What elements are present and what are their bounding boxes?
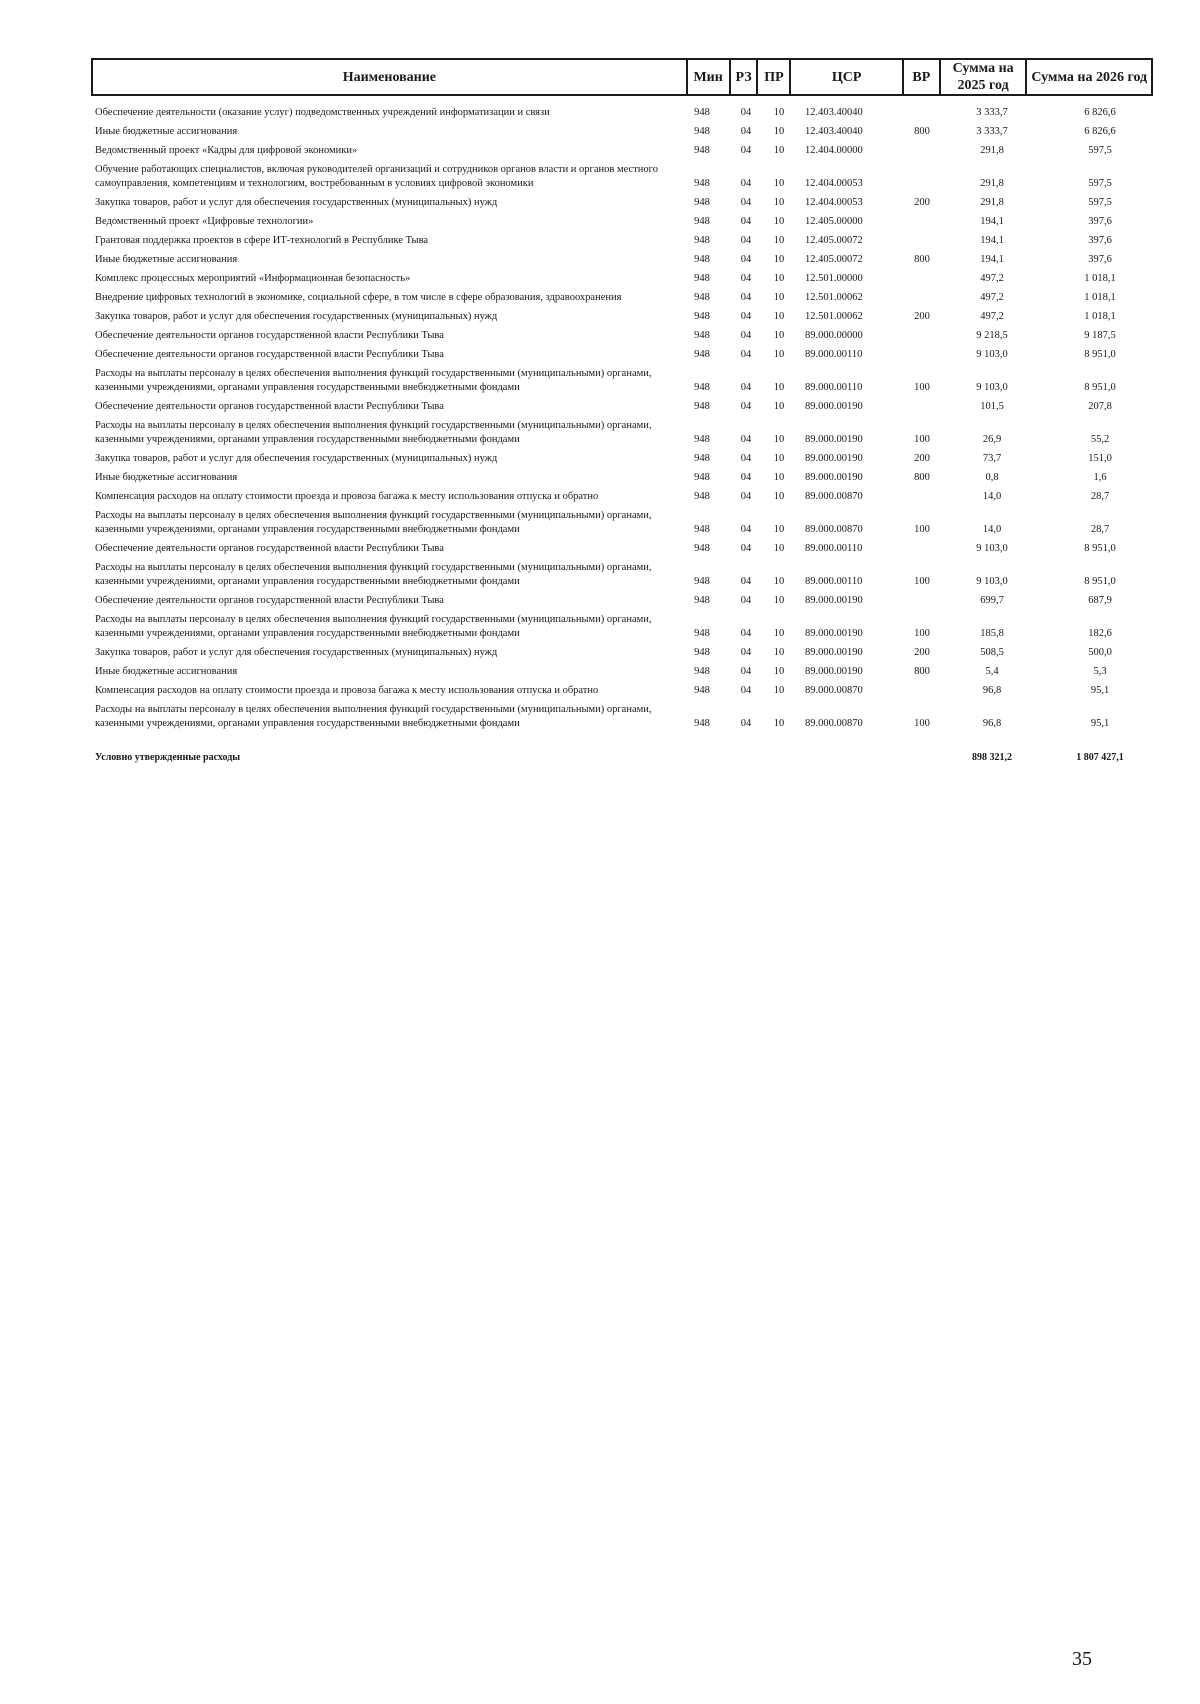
row-csr: 12.404.00053: [805, 197, 863, 208]
row-csr: 89.000.00190: [805, 434, 863, 445]
row-rz: 04: [740, 595, 752, 606]
row-pr: 10: [773, 576, 785, 587]
row-sum-2026: 397,6: [1088, 235, 1112, 246]
row-csr: 89.000.00870: [805, 685, 863, 696]
row-name: Обеспечение деятельности органов государственной власти Республики Тыва: [95, 543, 444, 554]
row-min: 948: [694, 107, 710, 118]
row-sum-2025: 194,1: [980, 254, 1004, 265]
row-min: 948: [694, 145, 710, 156]
row-sum-2025: 194,1: [980, 235, 1004, 246]
row-name: Ведомственный проект «Кадры для цифровой экономики»: [95, 145, 358, 156]
header-name: Наименование: [93, 60, 688, 94]
row-sum-2025: 14,0: [982, 491, 1002, 502]
row-pr: 10: [773, 647, 785, 658]
table-row: [95, 452, 1153, 466]
row-csr: 12.501.00062: [805, 311, 863, 322]
row-vr: 800: [914, 666, 930, 677]
row-csr: 12.405.00072: [805, 235, 863, 246]
row-vr: 100: [914, 576, 930, 587]
row-min: 948: [694, 647, 710, 658]
row-vr: 100: [914, 628, 930, 639]
row-csr: 89.000.00190: [805, 666, 863, 677]
table-row: [95, 106, 1153, 120]
row-min: 948: [694, 453, 710, 464]
total-sum-2026: 1 807 427,1: [1076, 752, 1124, 763]
row-rz: 04: [740, 647, 752, 658]
row-min: 948: [694, 401, 710, 412]
row-csr: 89.000.00110: [805, 543, 863, 554]
row-min: 948: [694, 216, 710, 227]
row-rz: 04: [740, 292, 752, 303]
row-sum-2026: 28,7: [1090, 491, 1110, 502]
table-row: [95, 253, 1153, 267]
row-rz: 04: [740, 254, 752, 265]
row-rz: 04: [740, 524, 752, 535]
row-rz: 04: [740, 685, 752, 696]
row-vr: 100: [914, 718, 930, 729]
table-row: [95, 196, 1153, 210]
row-pr: 10: [773, 434, 785, 445]
row-vr: 100: [914, 382, 930, 393]
row-name: Обеспечение деятельности органов государственной власти Республики Тыва: [95, 595, 444, 606]
table-row: [95, 419, 1153, 447]
row-sum-2025: 291,8: [980, 178, 1004, 189]
row-sum-2025: 194,1: [980, 216, 1004, 227]
row-min: 948: [694, 235, 710, 246]
row-min: 948: [694, 126, 710, 137]
row-rz: 04: [740, 491, 752, 502]
row-name: Иные бюджетные ассигнования: [95, 666, 238, 677]
total-row: [95, 751, 1153, 765]
row-vr: 800: [914, 472, 930, 483]
table-row: [95, 561, 1153, 589]
row-sum-2025: 101,5: [980, 401, 1004, 412]
row-pr: 10: [773, 718, 785, 729]
row-rz: 04: [740, 235, 752, 246]
table-row: [95, 234, 1153, 248]
row-rz: 04: [740, 543, 752, 554]
row-sum-2025: 3 333,7: [976, 126, 1008, 137]
row-min: 948: [694, 382, 710, 393]
row-csr: 89.000.00110: [805, 349, 863, 360]
table-row: [95, 613, 1153, 641]
table-row: [95, 542, 1153, 556]
row-vr: 200: [914, 197, 930, 208]
row-csr: 89.000.00870: [805, 491, 863, 502]
row-sum-2025: 5,4: [985, 666, 999, 677]
row-name: Обеспечение деятельности органов государственной власти Республики Тыва: [95, 330, 444, 341]
header-sum-2025: Сумма на 2025 год: [941, 60, 1028, 94]
page-number: 35: [1072, 1648, 1092, 1670]
row-sum-2026: 1,6: [1093, 472, 1107, 483]
row-min: 948: [694, 434, 710, 445]
row-csr: 12.405.00072: [805, 254, 863, 265]
row-rz: 04: [740, 311, 752, 322]
row-pr: 10: [773, 178, 785, 189]
row-rz: 04: [740, 197, 752, 208]
row-vr: 100: [914, 434, 930, 445]
row-min: 948: [694, 178, 710, 189]
row-pr: 10: [773, 330, 785, 341]
row-rz: 04: [740, 178, 752, 189]
row-csr: 12.405.00000: [805, 216, 863, 227]
row-rz: 04: [740, 126, 752, 137]
row-csr: 89.000.00190: [805, 472, 863, 483]
row-pr: 10: [773, 382, 785, 393]
row-pr: 10: [773, 543, 785, 554]
row-rz: 04: [740, 628, 752, 639]
row-pr: 10: [773, 685, 785, 696]
row-name: Расходы на выплаты персоналу в целях обеспечения выполнения функций государственными (муниципальными) органами, казенными учреждениями, органами управления государственными внебюджетными фондами: [95, 368, 652, 393]
row-sum-2026: 151,0: [1088, 453, 1112, 464]
row-pr: 10: [773, 197, 785, 208]
row-sum-2025: 96,8: [982, 685, 1002, 696]
row-sum-2025: 9 103,0: [976, 382, 1008, 393]
row-pr: 10: [773, 126, 785, 137]
row-name: Расходы на выплаты персоналу в целях обеспечения выполнения функций государственными (муниципальными) органами, казенными учреждениями, органами управления государственными внебюджетными фондами: [95, 510, 652, 535]
row-pr: 10: [773, 453, 785, 464]
row-sum-2025: 9 103,0: [976, 576, 1008, 587]
row-pr: 10: [773, 311, 785, 322]
row-pr: 10: [773, 107, 785, 118]
table-row: [95, 215, 1153, 229]
row-csr: 89.000.00870: [805, 524, 863, 535]
row-pr: 10: [773, 254, 785, 265]
row-csr: 12.403.40040: [805, 126, 863, 137]
row-csr: 89.000.00110: [805, 382, 863, 393]
row-sum-2025: 14,0: [982, 524, 1002, 535]
row-name: Закупка товаров, работ и услуг для обеспечения государственных (муниципальных) нужд: [95, 197, 498, 208]
row-csr: 12.404.00000: [805, 145, 863, 156]
row-csr: 89.000.00190: [805, 595, 863, 606]
row-name: Расходы на выплаты персоналу в целях обеспечения выполнения функций государственными (муниципальными) органами, казенными учреждениями, органами управления государственными внебюджетными фондами: [95, 562, 652, 587]
row-csr: 89.000.00870: [805, 718, 863, 729]
row-sum-2026: 6 826,6: [1084, 126, 1116, 137]
row-sum-2025: 291,8: [980, 145, 1004, 156]
row-sum-2026: 500,0: [1088, 647, 1112, 658]
header-csr: ЦСР: [791, 60, 904, 94]
table-row: [95, 490, 1153, 504]
row-name: Обеспечение деятельности органов государственной власти Республики Тыва: [95, 401, 444, 412]
row-pr: 10: [773, 491, 785, 502]
row-name: Закупка товаров, работ и услуг для обеспечения государственных (муниципальных) нужд: [95, 453, 498, 464]
row-csr: 12.404.00053: [805, 178, 863, 189]
row-csr: 89.000.00190: [805, 628, 863, 639]
row-sum-2025: 291,8: [980, 197, 1004, 208]
row-sum-2026: 687,9: [1088, 595, 1112, 606]
header-min: Мин: [688, 60, 731, 94]
row-name: Закупка товаров, работ и услуг для обеспечения государственных (муниципальных) нужд: [95, 647, 498, 658]
table-row: [95, 163, 1153, 191]
row-sum-2026: 9 187,5: [1084, 330, 1116, 341]
row-sum-2026: 55,2: [1090, 434, 1110, 445]
row-csr: 89.000.00000: [805, 330, 863, 341]
row-rz: 04: [740, 330, 752, 341]
row-min: 948: [694, 576, 710, 587]
row-sum-2026: 597,5: [1088, 145, 1112, 156]
row-name: Обеспечение деятельности органов государственной власти Республики Тыва: [95, 349, 444, 360]
table-row: [95, 684, 1153, 698]
row-min: 948: [694, 524, 710, 535]
row-rz: 04: [740, 472, 752, 483]
row-rz: 04: [740, 401, 752, 412]
row-sum-2025: 185,8: [980, 628, 1004, 639]
row-min: 948: [694, 330, 710, 341]
row-sum-2025: 497,2: [980, 273, 1004, 284]
row-name: Комплекс процессных мероприятий «Информационная безопасность»: [95, 273, 411, 284]
row-sum-2026: 1 018,1: [1084, 311, 1116, 322]
row-csr: 89.000.00190: [805, 401, 863, 412]
row-name: Ведомственный проект «Цифровые технологии»: [95, 216, 314, 227]
row-pr: 10: [773, 235, 785, 246]
row-min: 948: [694, 595, 710, 606]
row-rz: 04: [740, 382, 752, 393]
row-min: 948: [694, 349, 710, 360]
total-sum-2025: 898 321,2: [972, 752, 1012, 763]
row-pr: 10: [773, 145, 785, 156]
row-sum-2025: 73,7: [982, 453, 1002, 464]
row-sum-2025: 96,8: [982, 718, 1002, 729]
table-row: [95, 329, 1153, 343]
table-row: [95, 509, 1153, 537]
row-rz: 04: [740, 216, 752, 227]
row-name: Расходы на выплаты персоналу в целях обеспечения выполнения функций государственными (муниципальными) органами, казенными учреждениями, органами управления государственными внебюджетными фондами: [95, 704, 652, 729]
row-vr: 200: [914, 453, 930, 464]
row-rz: 04: [740, 145, 752, 156]
header-sum-2026: Сумма на 2026 год: [1031, 69, 1148, 85]
row-min: 948: [694, 685, 710, 696]
row-name: Расходы на выплаты персоналу в целях обеспечения выполнения функций государственными (муниципальными) органами, казенными учреждениями, органами управления государственными внебюджетными фондами: [95, 420, 652, 445]
row-rz: 04: [740, 434, 752, 445]
row-pr: 10: [773, 595, 785, 606]
row-pr: 10: [773, 628, 785, 639]
table-row: [95, 272, 1153, 286]
row-sum-2026: 28,7: [1090, 524, 1110, 535]
row-sum-2025: 699,7: [980, 595, 1004, 606]
row-sum-2026: 95,1: [1090, 685, 1110, 696]
row-pr: 10: [773, 401, 785, 412]
row-sum-2026: 6 826,6: [1084, 107, 1116, 118]
row-sum-2025: 497,2: [980, 311, 1004, 322]
table-row: [95, 125, 1153, 139]
row-name: Грантовая поддержка проектов в сфере ИТ-технологий в Республике Тыва: [95, 235, 429, 246]
row-sum-2025: 0,8: [985, 472, 999, 483]
table-row: [95, 594, 1153, 608]
row-sum-2026: 597,5: [1088, 178, 1112, 189]
table-row: [95, 703, 1153, 731]
row-name: Иные бюджетные ассигнования: [95, 126, 238, 137]
row-sum-2026: 397,6: [1088, 254, 1112, 265]
row-sum-2025: 3 333,7: [976, 107, 1008, 118]
row-min: 948: [694, 543, 710, 554]
row-sum-2026: 397,6: [1088, 216, 1112, 227]
row-sum-2026: 95,1: [1090, 718, 1110, 729]
row-sum-2026: 8 951,0: [1084, 382, 1116, 393]
row-name: Закупка товаров, работ и услуг для обеспечения государственных (муниципальных) нужд: [95, 311, 498, 322]
header-rz: РЗ: [731, 60, 759, 94]
row-pr: 10: [773, 524, 785, 535]
row-sum-2025: 497,2: [980, 292, 1004, 303]
row-csr: 89.000.00110: [805, 576, 863, 587]
row-min: 948: [694, 292, 710, 303]
row-name: Внедрение цифровых технологий в экономике, социальной сфере, в том числе в сфере образования, здравоохранения: [95, 292, 622, 303]
row-sum-2026: 8 951,0: [1084, 349, 1116, 360]
row-name: Обеспечение деятельности (оказание услуг) подведомственных учреждений информатизации и связи: [95, 107, 550, 118]
row-pr: 10: [773, 472, 785, 483]
row-sum-2025: 508,5: [980, 647, 1004, 658]
row-sum-2026: 182,6: [1088, 628, 1112, 639]
row-sum-2026: 1 018,1: [1084, 292, 1116, 303]
row-rz: 04: [740, 107, 752, 118]
row-min: 948: [694, 718, 710, 729]
table-row: [95, 310, 1153, 324]
row-name: Компенсация расходов на оплату стоимости проезда и провоза багажа к месту использования отпуска и обратно: [95, 491, 599, 502]
row-rz: 04: [740, 666, 752, 677]
row-name: Иные бюджетные ассигнования: [95, 254, 238, 265]
row-min: 948: [694, 472, 710, 483]
row-min: 948: [694, 491, 710, 502]
row-pr: 10: [773, 292, 785, 303]
header-vr: ВР: [904, 60, 941, 94]
table-row: [95, 291, 1153, 305]
row-min: 948: [694, 273, 710, 284]
row-sum-2026: 8 951,0: [1084, 543, 1116, 554]
row-csr: 89.000.00190: [805, 453, 863, 464]
row-csr: 12.403.40040: [805, 107, 863, 118]
table-row: [95, 348, 1153, 362]
row-csr: 12.501.00000: [805, 273, 863, 284]
row-name: Иные бюджетные ассигнования: [95, 472, 238, 483]
row-rz: 04: [740, 349, 752, 360]
table-row: [95, 400, 1153, 414]
row-sum-2026: 597,5: [1088, 197, 1112, 208]
row-name: Компенсация расходов на оплату стоимости проезда и провоза багажа к месту использования отпуска и обратно: [95, 685, 599, 696]
total-label: Условно утвержденные расходы: [95, 752, 241, 763]
table-row: [95, 471, 1153, 485]
row-min: 948: [694, 666, 710, 677]
row-min: 948: [694, 628, 710, 639]
row-pr: 10: [773, 666, 785, 677]
row-vr: 100: [914, 524, 930, 535]
row-name: Обучение работающих специалистов, включая руководителей организаций и сотрудников органов власти и органов местного самоуправления, компетенциям и технологиям, востребованным в условиях цифровой экономики: [95, 164, 658, 189]
table-header: [91, 58, 1153, 96]
row-name: Расходы на выплаты персоналу в целях обеспечения выполнения функций государственными (муниципальными) органами, казенными учреждениями, органами управления государственными внебюджетными фондами: [95, 614, 652, 639]
row-sum-2025: 9 103,0: [976, 349, 1008, 360]
row-pr: 10: [773, 349, 785, 360]
row-sum-2026: 5,3: [1093, 666, 1107, 677]
row-sum-2025: 9 103,0: [976, 543, 1008, 554]
row-vr: 800: [914, 254, 930, 265]
budget-table-body: [95, 106, 1153, 770]
row-min: 948: [694, 197, 710, 208]
table-row: [95, 646, 1153, 660]
table-row: [95, 144, 1153, 158]
row-csr: 89.000.00190: [805, 647, 863, 658]
row-vr: 800: [914, 126, 930, 137]
row-sum-2025: 26,9: [982, 434, 1002, 445]
row-rz: 04: [740, 576, 752, 587]
row-pr: 10: [773, 216, 785, 227]
table-row: [95, 367, 1153, 395]
row-rz: 04: [740, 273, 752, 284]
row-sum-2026: 207,8: [1088, 401, 1112, 412]
row-rz: 04: [740, 718, 752, 729]
header-pr: ПР: [758, 60, 791, 94]
row-sum-2026: 1 018,1: [1084, 273, 1116, 284]
row-rz: 04: [740, 453, 752, 464]
row-min: 948: [694, 254, 710, 265]
row-min: 948: [694, 311, 710, 322]
table-row: [95, 665, 1153, 679]
row-csr: 12.501.00062: [805, 292, 863, 303]
row-pr: 10: [773, 273, 785, 284]
row-vr: 200: [914, 311, 930, 322]
row-sum-2026: 8 951,0: [1084, 576, 1116, 587]
row-vr: 200: [914, 647, 930, 658]
row-sum-2025: 9 218,5: [976, 330, 1008, 341]
